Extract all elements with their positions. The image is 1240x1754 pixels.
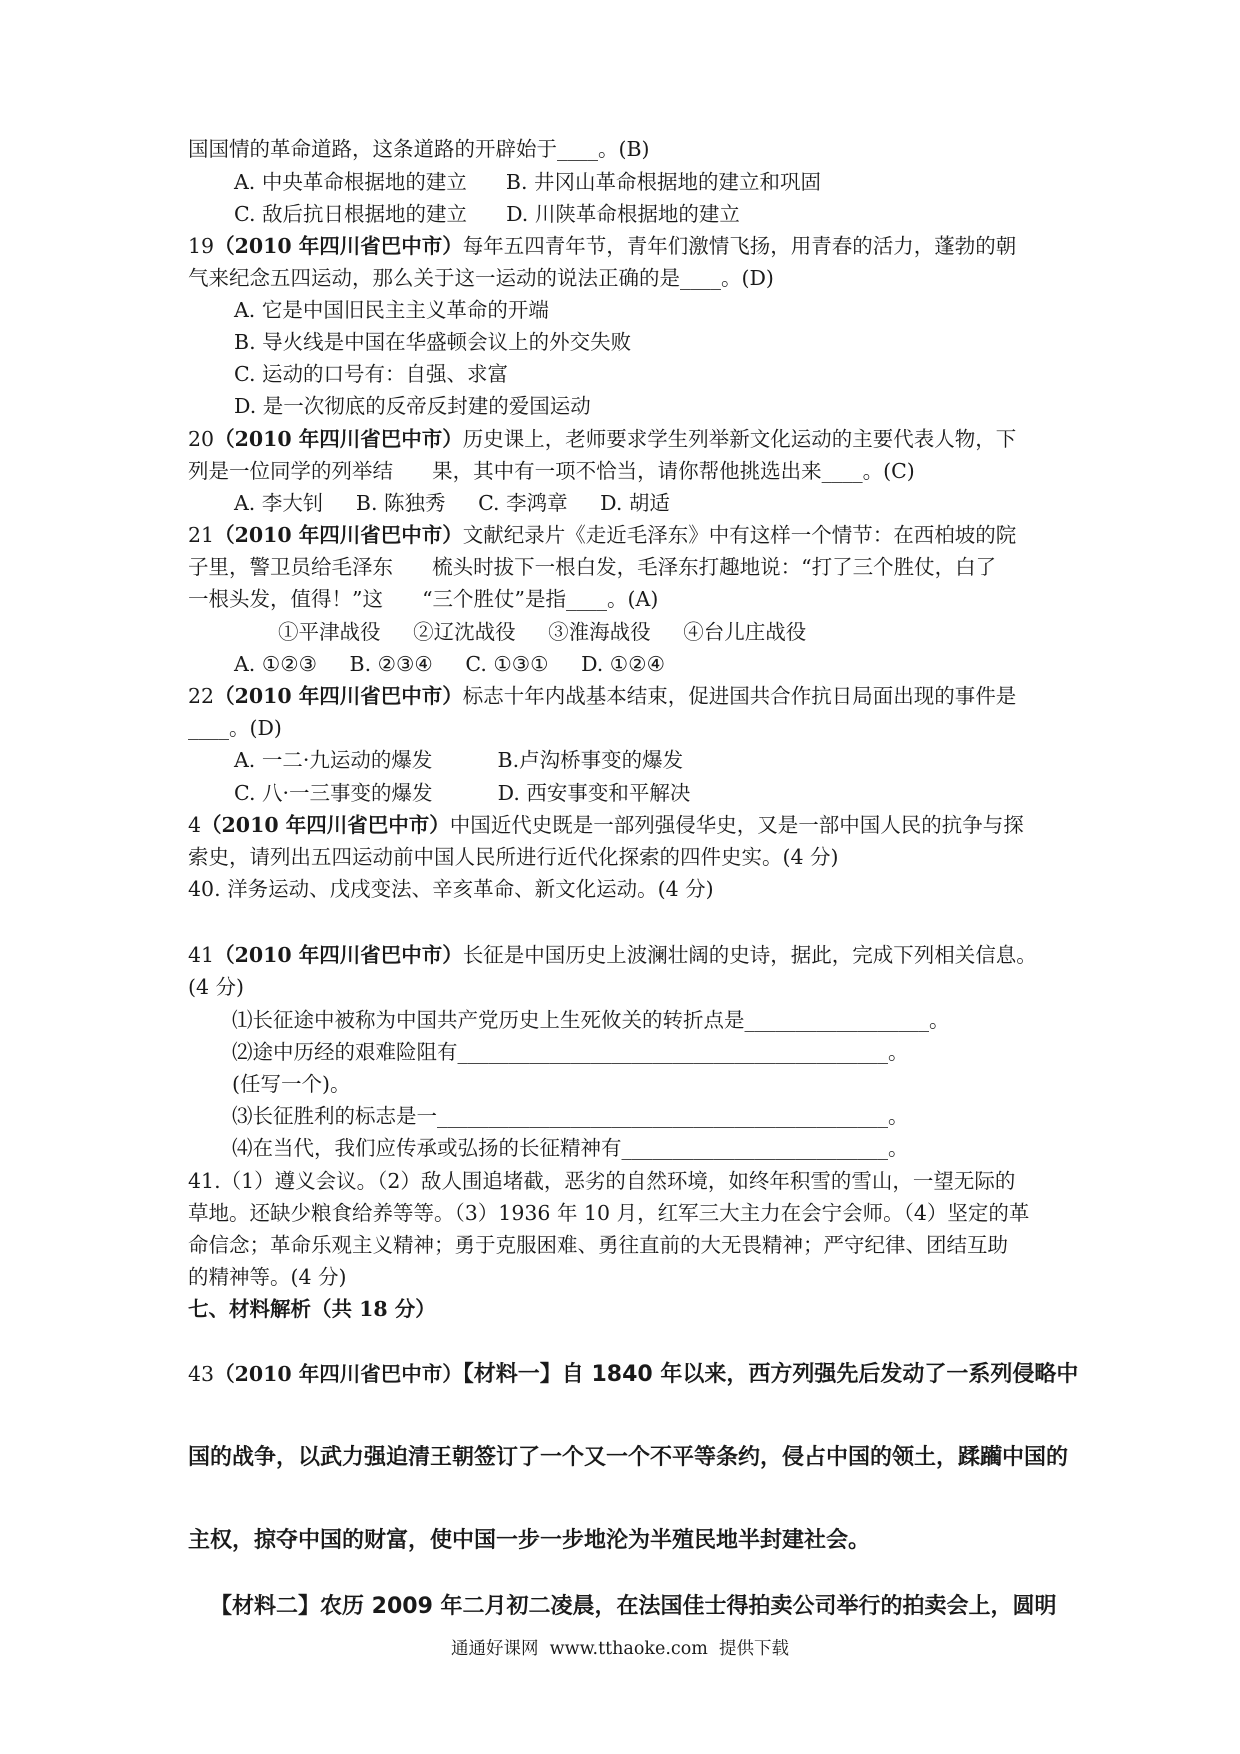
question-text: 标志十年内战基本结束，促进国共合作抗日局面出现的事件是 <box>462 684 1017 708</box>
question-number: 21 <box>188 523 215 547</box>
option-line: A. 一二·九运动的爆发 B.卢沟桥事变的爆发 <box>234 748 684 772</box>
material-line: 【材料二】农历 2009 年二月初二凌晨，在法国佳士得拍卖公司举行的拍卖会上，圆明 <box>210 1594 1057 1619</box>
text-line: 气来纪念五四运动，那么关于这一运动的说法正确的是____。(D) <box>188 266 774 290</box>
option-line: C. 敌后抗日根据地的建立 D. 川陕革命根据地的建立 <box>234 202 740 226</box>
option-line: A. 中央革命根据地的建立 B. 井冈山革命根据地的建立和巩固 <box>234 170 822 194</box>
text-line: 国国情的革命道路，这条道路的开辟始于____。(B) <box>188 137 650 161</box>
option-line: ①平津战役 ②辽沈战役 ③淮海战役 ④台儿庄战役 <box>278 620 807 644</box>
answer-line: 草地。还缺少粮食给养等等。（3）1936 年 10 月，红军三大主力在会宁会师。（4）坚定的革 <box>188 1201 1030 1225</box>
text-line: 索史，请列出五四运动前中国人民所进行近代化探索的四件史实。(4 分) <box>188 845 839 869</box>
option-line: A. 李大钊 B. 陈独秀 C. 李鸿章 D. 胡适 <box>234 491 670 515</box>
option-line: B. 导火线是中国在华盛顿会议上的外交失败 <box>234 330 632 354</box>
section-heading: 七、材料解析（共 18 分） <box>188 1297 436 1321</box>
option-line: C. 八·一三事变的爆发 D. 西安事变和平解决 <box>234 781 691 805</box>
question-43 <box>188 1360 1078 1389</box>
question-source: （2010 年四川省巴中市） <box>214 684 463 708</box>
option-line: A. ①②③ B. ②③④ C. ①③① D. ①②④ <box>234 652 665 676</box>
question-4 <box>188 811 1024 839</box>
question-text: 长征是中国历史上波澜壮阔的史诗，据此，完成下列相关信息。 <box>462 943 1037 967</box>
answer-line: 41.（1）遵义会议。（2）敌人围追堵截，恶劣的自然环境，如终年积雪的雪山，一望无际的 <box>188 1169 1016 1193</box>
question-source: （2010 年四川省巴中市） <box>214 943 463 967</box>
question-number: 22 <box>188 684 215 708</box>
material-line: 主权，掠夺中国的财富，使中国一步一步地沦为半殖民地半封建社会。 <box>188 1528 871 1553</box>
question-source: （2010 年四川省巴中市） <box>214 427 463 451</box>
text-line: 一根头发，值得！”这 “三个胜仗”是指____。(A) <box>188 587 659 611</box>
question-text: 文献纪录片《走近毛泽东》中有这样一个情节：在西柏坡的院 <box>462 523 1017 547</box>
question-text: 【材料一】自 1840 年以来，西方列强先后发动了一系列侵略中 <box>462 1362 1079 1387</box>
fill-blank-line: ⑷在当代，我们应传承或弘扬的长征精神有__________________________。 <box>232 1136 909 1160</box>
question-number: 4 <box>188 813 202 837</box>
option-line: A. 它是中国旧民主主义革命的开端 <box>234 298 549 322</box>
fill-blank-line: ⑴长征途中被称为中国共产党历史上生死攸关的转折点是__________________。 <box>232 1008 950 1032</box>
question-number: 20 <box>188 427 215 451</box>
question-21 <box>188 521 1016 549</box>
question-number: 41 <box>188 943 215 967</box>
question-22 <box>188 682 1016 710</box>
question-text: 历史课上，老师要求学生列举新文化运动的主要代表人物，下 <box>462 427 1017 451</box>
text-line: (任写一个)。 <box>232 1072 351 1096</box>
question-number: 19 <box>188 234 215 258</box>
question-source: （2010 年四川省巴中市） <box>201 813 450 837</box>
material-line: 国的战争，以武力强迫清王朝签订了一个又一个不平等条约，侵占中国的领土，蹂躏中国的 <box>188 1445 1069 1470</box>
fill-blank-line: ⑵途中历经的艰难险阻有__________________________________________。 <box>232 1040 909 1064</box>
answer-line: 40. 洋务运动、戊戌变法、辛亥革命、新文化运动。(4 分) <box>188 877 714 901</box>
question-19 <box>188 232 1016 260</box>
answer-line: 的精神等。(4 分) <box>188 1265 347 1289</box>
question-source: （2010 年四川省巴中市） <box>214 234 463 258</box>
question-source: （2010 年四川省巴中市） <box>214 1362 463 1386</box>
text-line: 子里，警卫员给毛泽东 梳头时拔下一根白发，毛泽东打趣地说：“打了三个胜仗，白了 <box>188 555 997 579</box>
question-number: 43 <box>188 1362 215 1386</box>
fill-blank-line: ⑶长征胜利的标志是一____________________________________________。 <box>232 1104 909 1128</box>
text-line: (4 分) <box>188 975 245 999</box>
question-text: 中国近代史既是一部列强侵华史，又是一部中国人民的抗争与探 <box>449 813 1024 837</box>
question-41 <box>188 941 1037 969</box>
text-line: 列是一位同学的列举结 果，其中有一项不恰当，请你帮他挑选出来____。(C) <box>188 459 915 483</box>
text-line: ____。(D) <box>188 716 282 740</box>
option-line: C. 运动的口号有：自强、求富 <box>234 362 508 386</box>
question-text: 每年五四青年节，青年们激情飞扬，用青春的活力，蓬勃的朝 <box>462 234 1017 258</box>
footer-text: 通通好课网 www.tthaoke.com 提供下载 <box>451 1639 789 1659</box>
option-line: D. 是一次彻底的反帝反封建的爱国运动 <box>234 394 591 418</box>
question-20 <box>188 425 1016 453</box>
answer-line: 命信念；革命乐观主义精神；勇于克服困难、勇往直前的大无畏精神；严守纪律、团结互助 <box>188 1233 1008 1257</box>
question-source: （2010 年四川省巴中市） <box>214 523 463 547</box>
